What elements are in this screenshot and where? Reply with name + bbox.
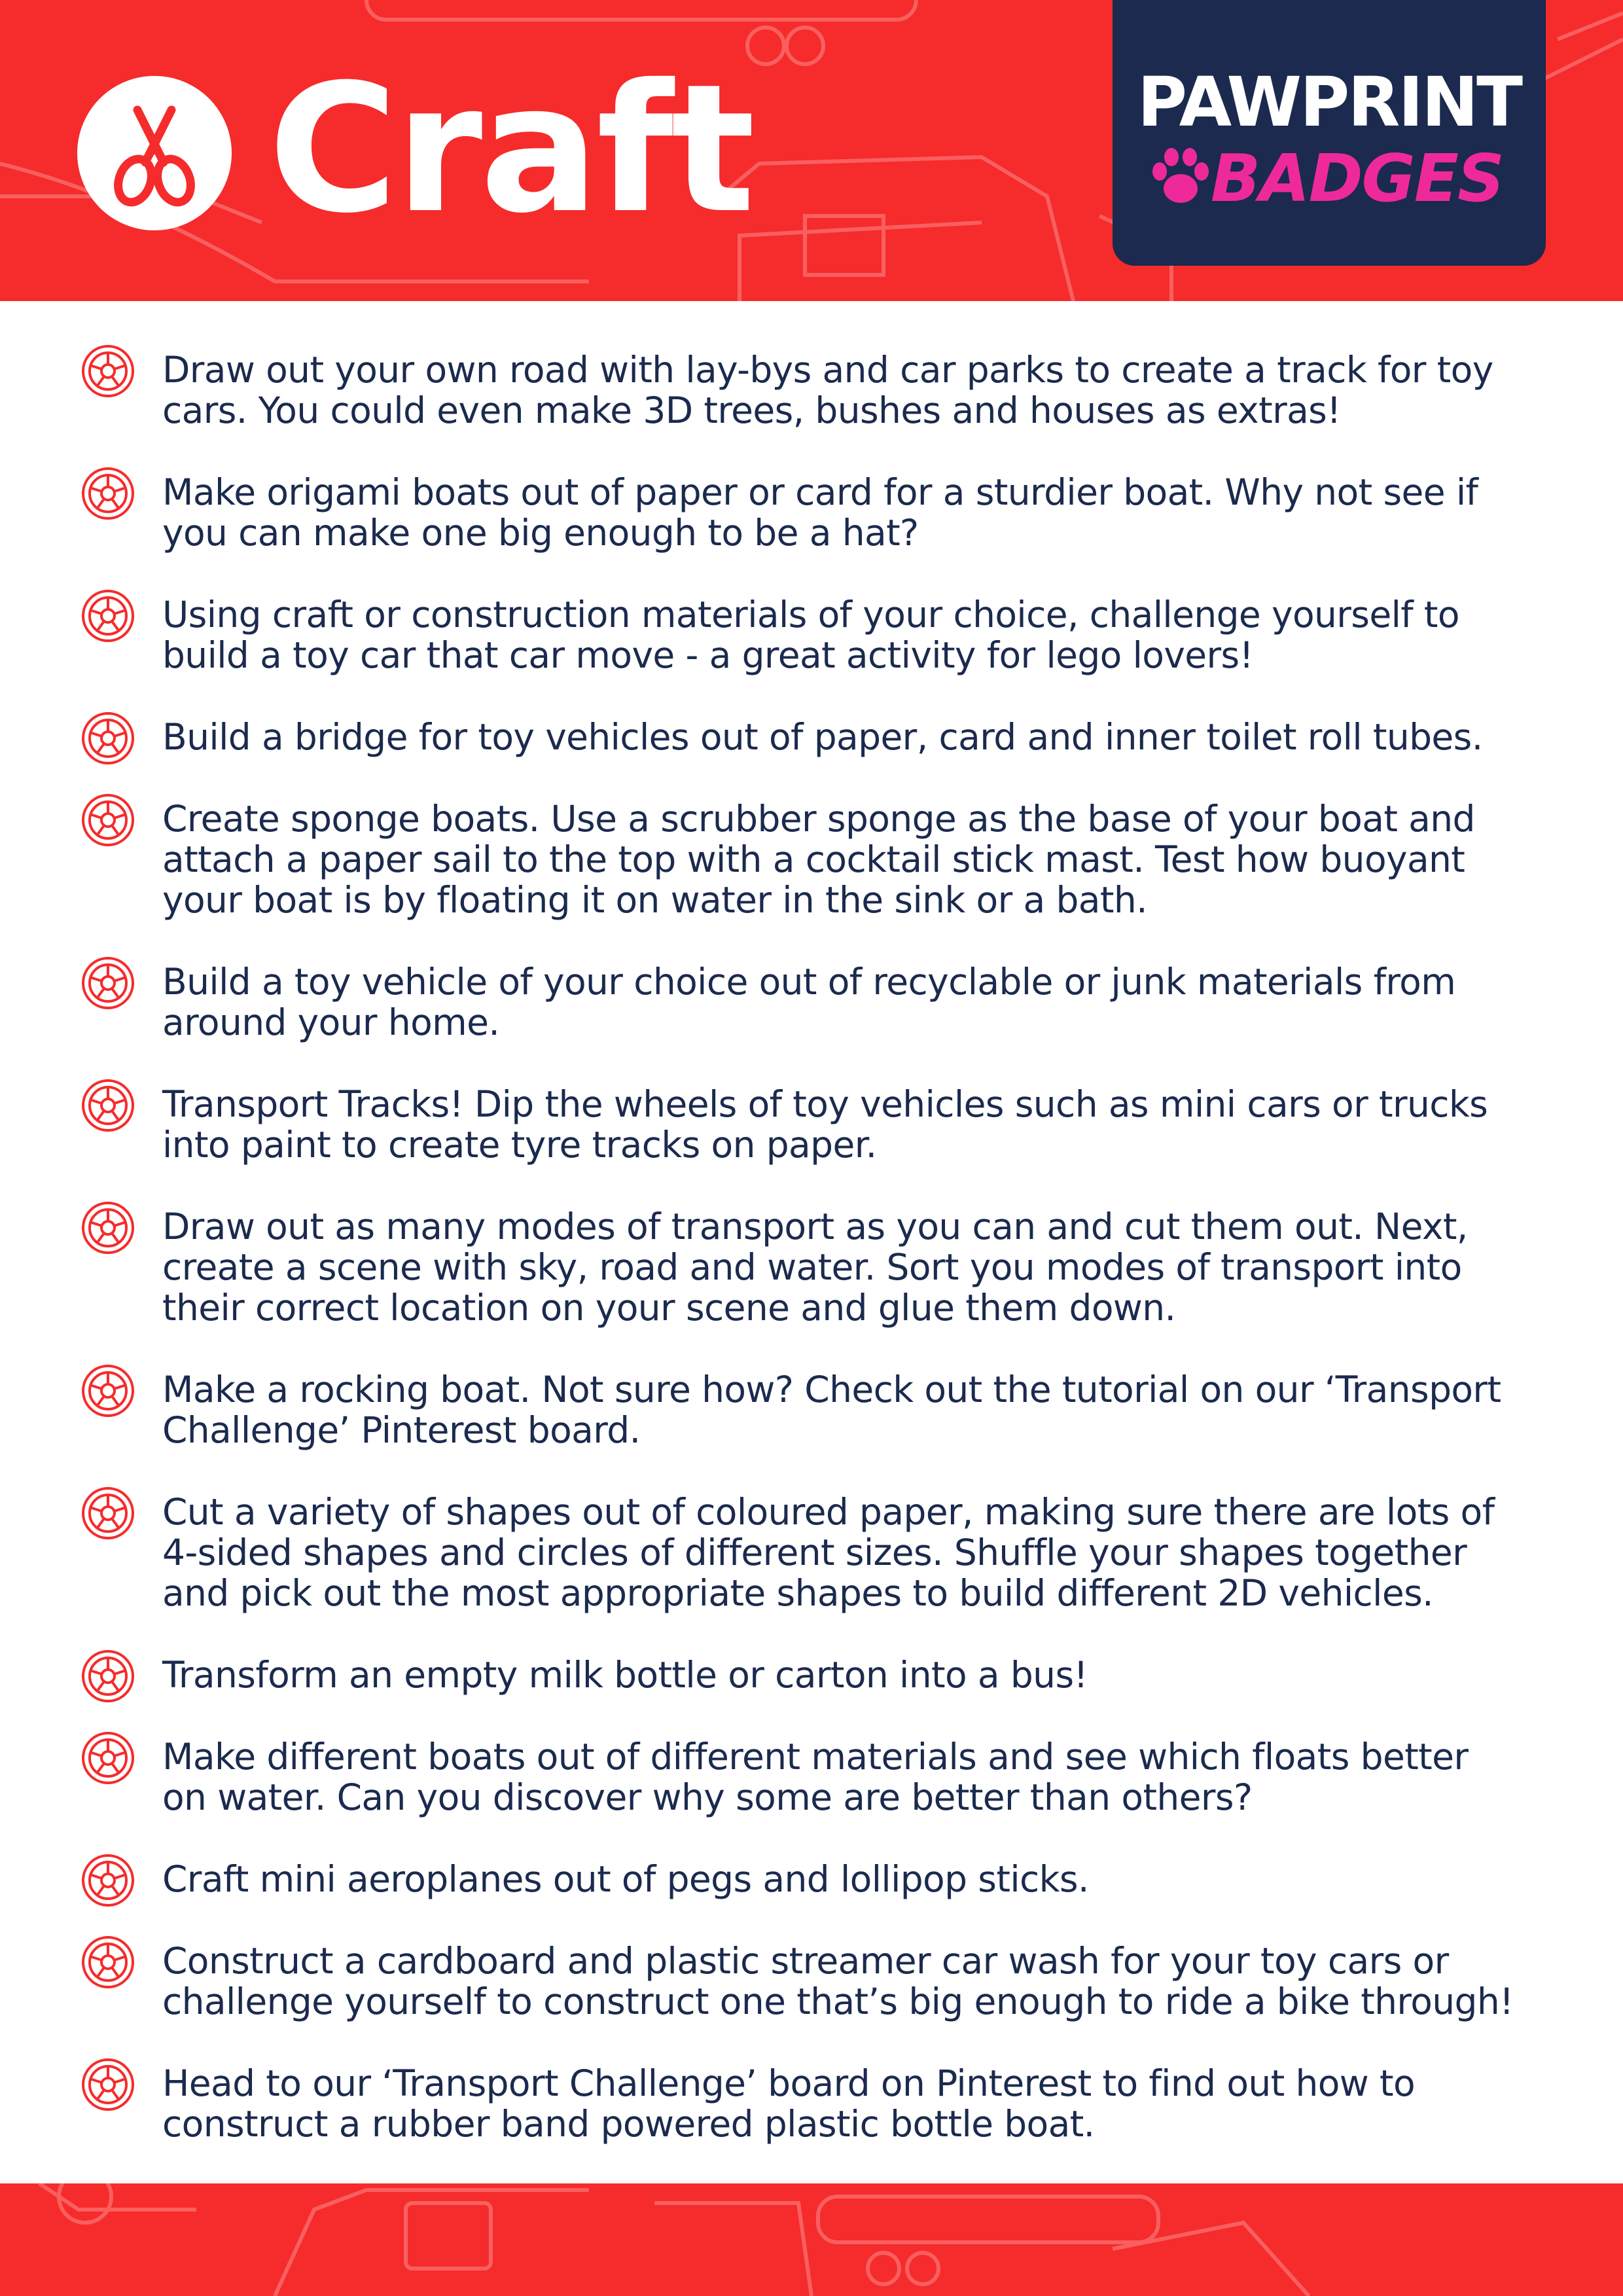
- wheel-icon: [80, 343, 136, 399]
- wheel-icon: [80, 792, 136, 848]
- list-item-line: Make origami boats out of paper or card for a sturdier boat. Why not see if: [162, 471, 1478, 513]
- wheel-icon: [80, 2056, 136, 2113]
- list-item-line: Make different boats out of different materials and see which floats better: [162, 1736, 1469, 1778]
- list-item-line: create a scene with sky, road and water. Sort you modes of transport into: [162, 1246, 1462, 1288]
- list-item-text: [162, 717, 1563, 757]
- list-item-line: Using craft or construction materials of your choice, challenge yourself to: [162, 594, 1459, 636]
- list-item-text: [162, 798, 1563, 920]
- logo-line-badges: BADGES: [1211, 140, 1504, 217]
- wheel-icon: [80, 710, 136, 766]
- list-item-line: cars. You could even make 3D trees, bushes and houses as extras!: [162, 389, 1341, 431]
- list-item-line: Cut a variety of shapes out of coloured paper, making sure there are lots of: [162, 1491, 1495, 1533]
- list-item-line: challenge yourself to construct one that’s big enough to ride a bike through!: [162, 1981, 1514, 2022]
- wheel-icon: [80, 1485, 136, 1541]
- list-item-line: their correct location on your scene and glue them down.: [162, 1287, 1176, 1329]
- wheel-icon: [80, 1363, 136, 1419]
- list-item-line: Build a toy vehicle of your choice out of recyclable or junk materials from: [162, 961, 1456, 1003]
- list-item-text: [162, 1492, 1563, 1613]
- wheel-icon: [80, 1200, 136, 1256]
- list-item-text: [162, 1941, 1563, 2022]
- wheel-icon: [80, 588, 136, 644]
- list-item-text: [162, 1736, 1563, 1818]
- list-item-line: 4-sided shapes and circles of different sizes. Shuffle your shapes together: [162, 1532, 1467, 1573]
- list-item-line: around your home.: [162, 1001, 500, 1043]
- wheel-icon: [80, 1730, 136, 1786]
- list-item-text: [162, 594, 1563, 675]
- list-item-text: [162, 350, 1563, 431]
- list-item-line: Build a bridge for toy vehicles out of paper, card and inner toilet roll tubes.: [162, 716, 1483, 758]
- wheel-icon: [80, 1934, 136, 1990]
- list-item-text: [162, 1655, 1563, 1695]
- logo-line-pawprint: PAWPRINT: [1137, 62, 1522, 142]
- list-item-line: build a toy car that car move - a great activity for lego lovers!: [162, 634, 1254, 676]
- list-item-line: you can make one big enough to be a hat?: [162, 512, 919, 554]
- list-item-line: attach a paper sail to the top with a cocktail stick mast. Test how buoyant: [162, 838, 1465, 880]
- list-item-line: Transform an empty milk bottle or carton into a bus!: [162, 1654, 1088, 1696]
- list-item-line: Challenge’ Pinterest board.: [162, 1409, 641, 1451]
- wheel-icon: [80, 1648, 136, 1704]
- list-item-line: Head to our ‘Transport Challenge’ board on Pinterest to find out how to: [162, 2062, 1416, 2104]
- footer-banner: [0, 2183, 1623, 2296]
- list-item-text: [162, 961, 1563, 1043]
- list-item-line: Construct a cardboard and plastic streamer car wash for your toy cars or: [162, 1940, 1449, 1982]
- list-item-line: and pick out the most appropriate shapes to build different 2D vehicles.: [162, 1572, 1434, 1614]
- wheel-icon: [80, 955, 136, 1011]
- list-item-line: your boat is by floating it on water in the sink or a bath.: [162, 879, 1147, 921]
- list-item-text: [162, 1859, 1563, 1899]
- wheel-icon: [80, 1077, 136, 1134]
- wheel-icon: [80, 465, 136, 522]
- list-item-text: [162, 1084, 1563, 1165]
- list-item-line: into paint to create tyre tracks on paper.: [162, 1124, 877, 1166]
- list-item-text: [162, 2063, 1563, 2144]
- list-item-line: Make a rocking boat. Not sure how? Check out the tutorial on our ‘Transport: [162, 1369, 1501, 1410]
- list-item-line: construct a rubber band powered plastic bottle boat.: [162, 2103, 1095, 2145]
- list-item-text: [162, 1206, 1563, 1328]
- page-title: Craft: [268, 46, 753, 252]
- list-item-line: Draw out your own road with lay-bys and car parks to create a track for toy: [162, 349, 1493, 391]
- vehicle-outline-decoration: [0, 2183, 1623, 2296]
- wheel-icon: [80, 1852, 136, 1909]
- list-item-text: [162, 1369, 1563, 1450]
- list-item-line: on water. Can you discover why some are better than others?: [162, 1776, 1253, 1818]
- list-item-line: Transport Tracks! Dip the wheels of toy vehicles such as mini cars or trucks: [162, 1083, 1488, 1125]
- list-item-line: Craft mini aeroplanes out of pegs and lollipop sticks.: [162, 1858, 1089, 1900]
- list-item-line: Create sponge boats. Use a scrubber sponge as the base of your boat and: [162, 798, 1475, 840]
- list-item-text: [162, 472, 1563, 553]
- list-item-line: Draw out as many modes of transport as you can and cut them out. Next,: [162, 1206, 1468, 1247]
